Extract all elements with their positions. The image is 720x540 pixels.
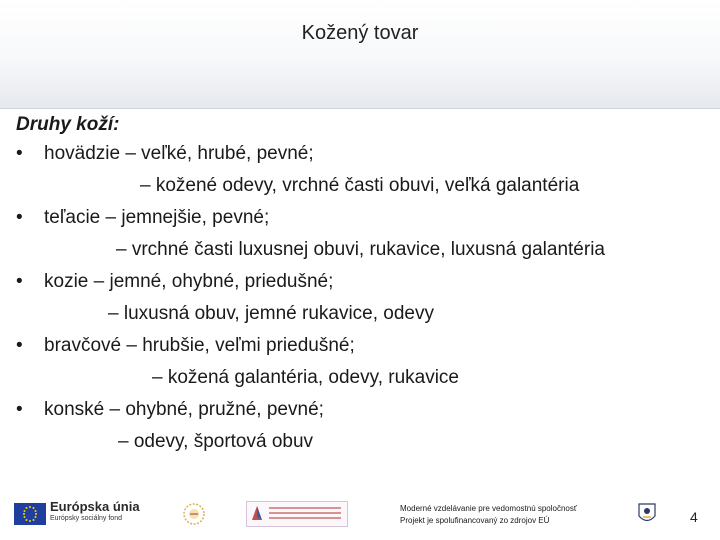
item-uses: – luxusná obuv, jemné rukavice, odevy xyxy=(108,303,434,324)
eu-title: Európska únia xyxy=(50,499,140,514)
list-item xyxy=(16,138,706,202)
item-properties: teľacie – jemnejšie, pevné; xyxy=(44,207,270,228)
item-properties: bravčové – hrubšie, veľmi priedušné; xyxy=(44,335,355,356)
item-uses: – odevy, športová obuv xyxy=(118,431,314,452)
list-item xyxy=(16,266,706,330)
item-properties: kozie – jemné, ohybné, priedušné; xyxy=(44,271,334,292)
footer-text-line-2: Projekt je spolufinancovaný zo zdrojov EÚ xyxy=(400,516,550,525)
item-uses: – vrchné časti luxusnej obuvi, rukavice, luxusná galantéria xyxy=(116,239,605,260)
footer-text xyxy=(400,503,577,527)
bullet: • xyxy=(16,335,23,356)
agency-logo-mark xyxy=(250,505,264,521)
section-heading: Druhy koží: xyxy=(16,114,120,135)
list-item xyxy=(16,202,706,266)
item-properties: konské – ohybné, pružné, pevné; xyxy=(44,399,324,420)
item-properties: hovädzie – veľké, hrubé, pevné; xyxy=(44,143,314,164)
eu-subtitle: Európsky sociálny fond xyxy=(50,515,122,522)
slide-footer xyxy=(0,496,720,540)
agency-logo-lines xyxy=(269,507,341,522)
bullet: • xyxy=(16,207,23,228)
page-number: 4 xyxy=(690,509,698,525)
bullet: • xyxy=(16,271,23,292)
eu-logo-text xyxy=(50,500,140,524)
bullet: • xyxy=(16,399,23,420)
eu-flag-icon xyxy=(14,503,46,525)
list-item xyxy=(16,394,706,458)
list-item xyxy=(16,330,706,394)
title-band xyxy=(0,0,720,109)
esf-badge-icon xyxy=(182,502,206,526)
footer-text-line-1: Moderné vzdelávanie pre vedomostnú spoločnosť xyxy=(400,504,577,513)
bullet: • xyxy=(16,143,23,164)
school-crest-icon xyxy=(638,502,656,526)
agency-logo xyxy=(246,501,348,527)
item-uses: – kožená galantéria, odevy, rukavice xyxy=(152,367,459,388)
slide-content xyxy=(16,112,706,458)
item-uses: – kožené odevy, vrchné časti obuvi, veľká galantéria xyxy=(140,175,580,196)
slide-title: Kožený tovar xyxy=(301,22,419,44)
